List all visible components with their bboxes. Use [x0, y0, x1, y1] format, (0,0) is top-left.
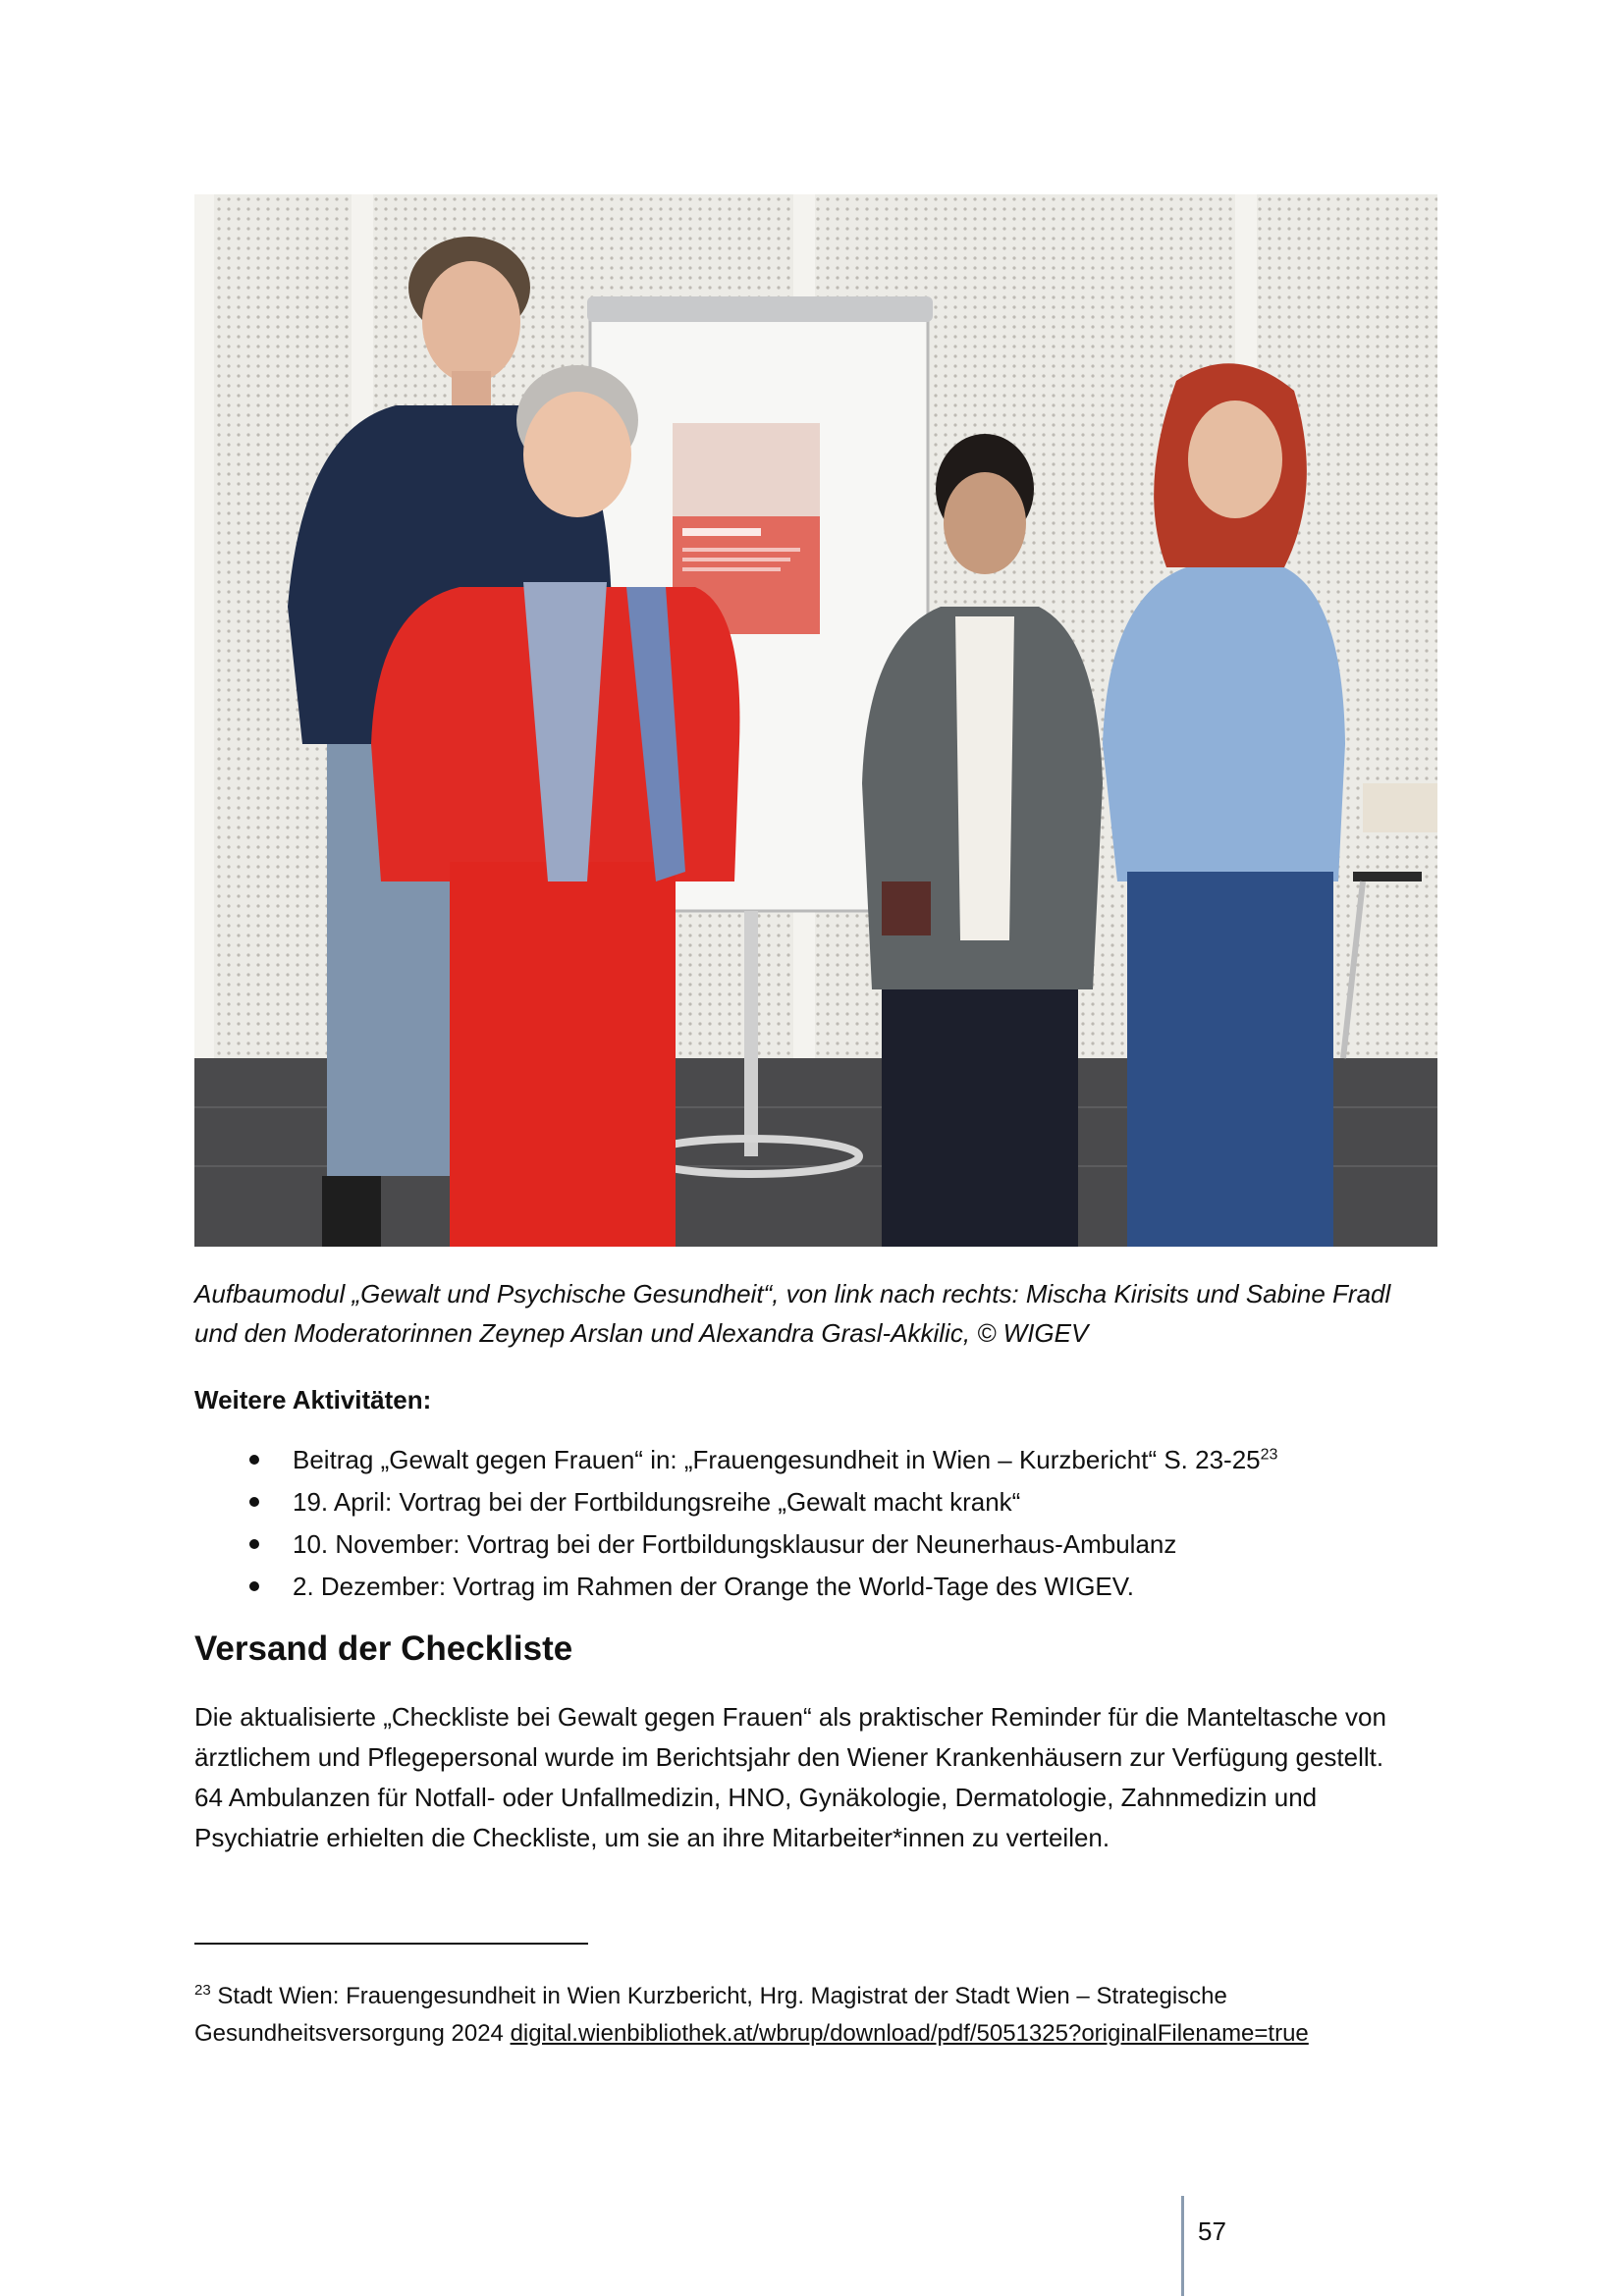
list-item	[194, 1523, 1471, 1566]
list-item	[194, 1481, 1471, 1523]
footnote-ref[interactable]: 23	[1260, 1446, 1278, 1464]
bullet-icon	[249, 1455, 259, 1465]
list-item	[194, 1439, 1471, 1481]
list-item-text: 19. April: Vortrag bei der Fortbildungsreihe „Gewalt macht krank“	[293, 1487, 1021, 1517]
footnote	[194, 1978, 1461, 2053]
paragraph-line: ärztlichem und Pflegepersonal wurde im Berichtsjahr den Wiener Krankenhäusern zur Verfügung gestellt.	[194, 1742, 1384, 1772]
caption-line-2: und den Moderatorinnen Zeynep Arslan und Alexandra Grasl-Akkilic, © WIGEV	[194, 1318, 1089, 1348]
bullet-icon	[249, 1497, 259, 1507]
group-photo	[194, 194, 1437, 1247]
activities-list	[194, 1439, 1471, 1608]
paragraph-line: 64 Ambulanzen für Notfall- oder Unfallmedizin, HNO, Gynäkologie, Dermatologie, Zahnmedizin und	[194, 1783, 1318, 1812]
footnote-line-1	[194, 1978, 1461, 2015]
group-photo-illustration	[194, 194, 1437, 1247]
list-item	[194, 1566, 1471, 1608]
footnote-number: 23	[194, 1982, 211, 1999]
footnote-text-prefix: Gesundheitsversorgung 2024	[194, 2020, 511, 2047]
list-item-text: Beitrag „Gewalt gegen Frauen“ in: „Frauengesundheit in Wien – Kurzbericht“ S. 23-25	[293, 1445, 1261, 1474]
section-paragraph	[194, 1697, 1461, 1858]
activities-heading: Weitere Aktivitäten:	[194, 1385, 432, 1415]
paragraph-line: Psychiatrie erhielten die Checkliste, um sie an ihre Mitarbeiter*innen zu verteilen.	[194, 1823, 1110, 1852]
page-number-rule	[1181, 2196, 1184, 2296]
list-item-text: 10. November: Vortrag bei der Fortbildungsklausur der Neunerhaus-Ambulanz	[293, 1529, 1177, 1559]
footnote-line-2	[194, 2015, 1461, 2053]
footnote-divider	[194, 1943, 588, 1945]
caption-line-1: Aufbaumodul „Gewalt und Psychische Gesundheit“, von link nach rechts: Mischa Kirisits und Sabine Fradl	[194, 1279, 1391, 1308]
footnote-text: Stadt Wien: Frauengesundheit in Wien Kurzbericht, Hrg. Magistrat der Stadt Wien – Strategische	[217, 1983, 1227, 2009]
bullet-icon	[249, 1581, 259, 1591]
page-number: 57	[1198, 2216, 1226, 2246]
bullet-icon	[249, 1539, 259, 1549]
list-item-text: 2. Dezember: Vortrag im Rahmen der Orange the World-Tage des WIGEV.	[293, 1572, 1134, 1601]
photo-caption	[194, 1274, 1451, 1353]
footnote-link[interactable]: digital.wienbibliothek.at/wbrup/download/pdf/5051325?originalFilename=true	[510, 2020, 1309, 2047]
section-heading: Versand der Checkliste	[194, 1629, 573, 1668]
paragraph-line: Die aktualisierte „Checkliste bei Gewalt gegen Frauen“ als praktischer Reminder für die Manteltasche von	[194, 1702, 1386, 1732]
